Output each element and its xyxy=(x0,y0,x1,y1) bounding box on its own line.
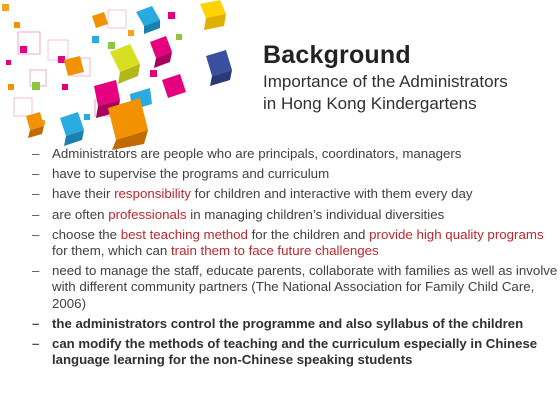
highlighted-term: responsibility xyxy=(114,186,191,202)
title-block xyxy=(263,40,553,114)
highlighted-term: provide high quality programs xyxy=(369,226,544,242)
bullet-item xyxy=(30,166,558,182)
small-square xyxy=(168,12,175,19)
bullet-marker: – xyxy=(32,146,40,161)
small-square xyxy=(108,42,115,49)
small-square xyxy=(58,56,65,63)
bullet-marker: – xyxy=(32,315,40,331)
bullet-text: have to supervise the programs and curriculum xyxy=(52,166,330,182)
bullet-marker: – xyxy=(32,263,40,279)
slide-subtitle-line-2: in Hong Kong Kindergartens xyxy=(263,94,477,113)
bullet-marker: – xyxy=(32,186,40,202)
bullet-marker: – xyxy=(32,336,40,352)
bullet-item xyxy=(30,263,558,312)
small-square xyxy=(6,60,11,65)
small-square xyxy=(2,4,9,11)
small-square xyxy=(92,36,99,43)
small-square xyxy=(62,84,68,90)
bullet-item xyxy=(30,336,558,368)
outline-square xyxy=(108,10,126,28)
small-square xyxy=(176,34,182,40)
bullet-marker: – xyxy=(32,166,40,182)
slide-subtitle-line-1: Importance of the Administrators xyxy=(263,72,508,91)
bullet-text: for them, which can xyxy=(52,243,171,259)
highlighted-term: professionals xyxy=(108,206,187,222)
bullet-text: choose the xyxy=(52,226,121,242)
small-square xyxy=(14,22,20,28)
bullet-text: for the children and xyxy=(247,226,370,242)
bullet-item xyxy=(30,186,558,202)
bullet-text: in managing children’s individual diversities xyxy=(186,206,445,222)
small-square xyxy=(8,84,14,90)
bullet-item xyxy=(30,227,558,259)
small-square xyxy=(32,82,40,90)
bullet-text: need to manage the staff, educate parents, collaborate with families as well as involve with different community partners (The National Association for Family Child Care, 2006) xyxy=(52,263,558,311)
small-square xyxy=(20,46,27,53)
bullet-text: are often xyxy=(52,206,109,222)
bullet-item xyxy=(30,207,558,223)
bullet-text: can modify the methods of teaching and the curriculum especially in Chinese language learning for the non-Chinese speaking students xyxy=(52,336,538,368)
outline-square xyxy=(14,98,32,116)
bullet-text: have their xyxy=(52,186,115,202)
bullet-marker: – xyxy=(32,226,40,242)
small-square xyxy=(84,114,90,120)
bullet-item xyxy=(30,316,558,332)
cube xyxy=(162,74,186,98)
cube xyxy=(92,12,108,28)
bullet-list xyxy=(30,146,558,372)
bullet-text: the administrators control the programme and also syllabus of the children xyxy=(52,315,524,331)
highlighted-term: best teaching method xyxy=(120,226,248,242)
bullet-text: for children and interactive with them every day xyxy=(190,186,473,202)
bullet-item xyxy=(30,146,558,162)
decorative-cubes-graphic xyxy=(0,0,250,150)
bullet-marker: – xyxy=(32,206,40,222)
highlighted-term: train them to face future challenges xyxy=(170,243,379,259)
slide-title: Background xyxy=(263,41,411,69)
small-square xyxy=(128,30,134,36)
small-square xyxy=(150,70,157,77)
cube xyxy=(64,56,84,76)
bullet-text: Administrators are people who are principals, coordinators, managers xyxy=(52,146,462,161)
